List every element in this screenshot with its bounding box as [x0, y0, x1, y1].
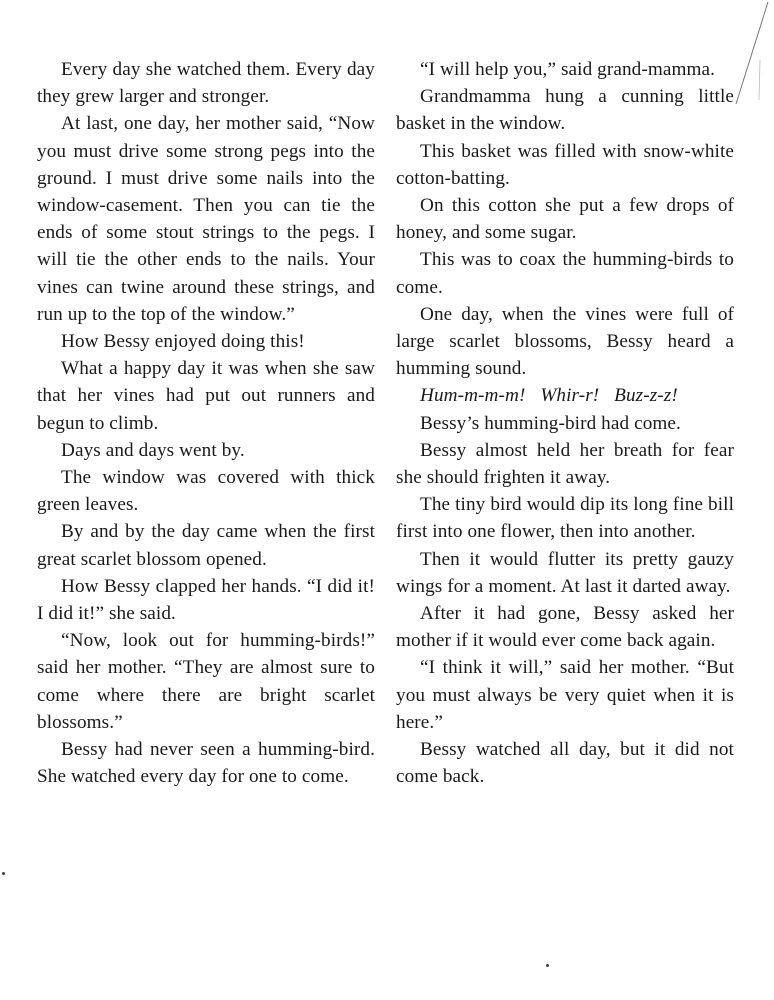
paper-speck: [2, 872, 5, 875]
page-edge-mark: [730, 0, 770, 110]
paragraph: How Bessy enjoyed doing this!: [61, 331, 305, 353]
paragraph: Grandmamma hung a cunning little basket in the window.: [396, 86, 734, 135]
paragraph: Then it would flutter its pretty gauzy wings for a moment. At last it darted away.: [396, 548, 734, 597]
paragraph: Bessy watched all day, but it did not come back.: [396, 739, 734, 788]
paragraph: Bessy almost held her breath for fear she should frighten it away.: [396, 439, 734, 489]
right-text-column: [396, 56, 734, 790]
humming-sound-line: Hum-m-m-m! Whir-r! Buz-z-z!: [420, 385, 678, 407]
left-text-column: [37, 56, 375, 790]
paragraph: This was to coax the humming-birds to come.: [396, 249, 734, 298]
paragraph: After it had gone, Bessy asked her mother if it would ever come back again.: [396, 603, 734, 652]
paragraph: One day, when the vines were full of large scarlet blossoms, Bessy heard a humming sound.: [396, 303, 734, 380]
paragraph: The window was covered with thick green leaves.: [37, 467, 375, 516]
paragraph: Every day she watched them. Every day they grew larger and stronger.: [37, 59, 375, 108]
paragraph: “Now, look out for humming-birds!” said her mother. “They are almost sure to come where there are bright scarlet blossoms.”: [37, 630, 375, 733]
paragraph: This basket was filled with snow-white cotton-batting.: [396, 140, 734, 189]
paper-speck: [546, 964, 549, 967]
paragraph: How Bessy clapped her hands. “I did it! I did it!” she said.: [37, 575, 375, 625]
paragraph: The tiny bird would dip its long fine bill first into one flower, then into another.: [396, 494, 734, 543]
paragraph: What a happy day it was when she saw that her vines had put out runners and begun to climb.: [37, 358, 375, 434]
paragraph: “I think it will,” said her mother. “But you must always be very quiet when it is here.”: [396, 657, 734, 733]
paragraph: By and by the day came when the first great scarlet blossom opened.: [37, 521, 375, 570]
paragraph: On this cotton she put a few drops of honey, and some sugar.: [396, 195, 734, 244]
paragraph: Bessy’s humming-bird had come.: [420, 412, 681, 434]
paragraph: “I will help you,” said grand-mamma.: [420, 59, 716, 80]
paragraph: At last, one day, her mother said, “Now you must drive some strong pegs into the ground. I must drive some nails into the window-casement. Then you can tie the ends of some stout strings to the pegs. I will tie the other ends to the nails. Your vines can twine around these strings, and run up to the top of the window.”: [37, 113, 375, 325]
paragraph: Bessy had never seen a humming-bird. She watched every day for one to come.: [37, 739, 375, 788]
paragraph: Days and days went by.: [61, 439, 245, 461]
